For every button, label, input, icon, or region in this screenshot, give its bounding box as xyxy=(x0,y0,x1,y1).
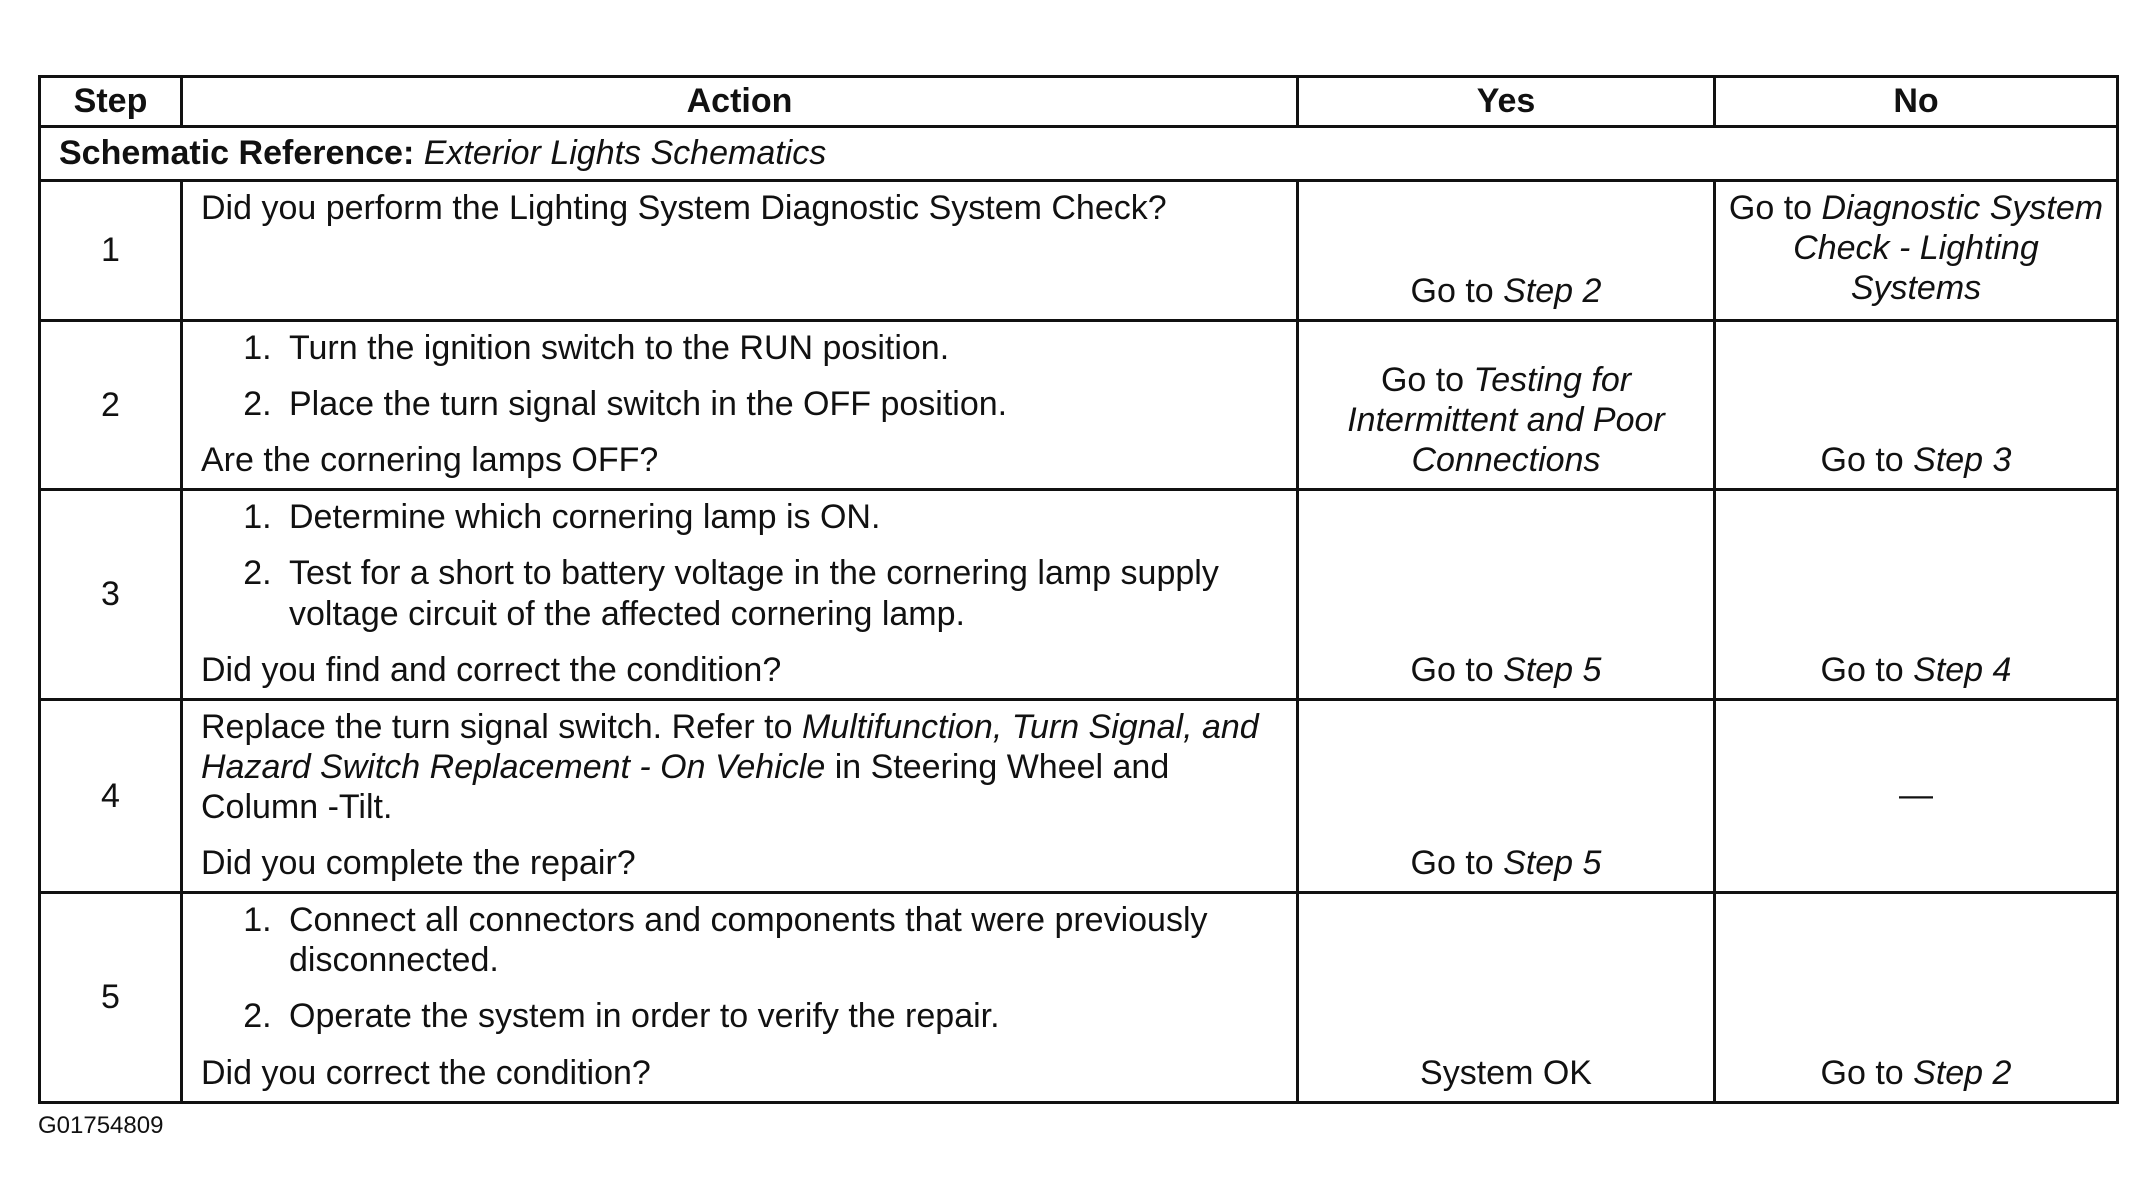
action-cell xyxy=(182,490,1298,699)
action-question: Did you perform the Lighting System Diagnostic System Check? xyxy=(201,189,1167,227)
action-step-item: 2. Test for a short to battery voltage in the cornering lamp supply voltage circuit of the affected cornering lamp. xyxy=(281,553,1282,633)
action-step-item: 1. Turn the ignition switch to the RUN position. xyxy=(281,328,1282,368)
step-number: 5 xyxy=(40,893,182,1102)
action-instruction xyxy=(201,707,1282,827)
header-action: Action xyxy=(182,77,1298,127)
no-link[interactable]: Step 4 xyxy=(1913,650,2012,689)
figure-id: G01754809 xyxy=(38,1112,164,1139)
no-link[interactable]: Step 3 xyxy=(1913,441,2012,480)
table-row xyxy=(40,893,2118,1102)
yes-text: System OK xyxy=(1420,1053,1592,1092)
no-cell xyxy=(1715,893,2118,1102)
action-step-item: 2. Place the turn signal switch in the OFF position. xyxy=(281,384,1282,424)
action-cell xyxy=(182,893,1298,1102)
action-question: Did you correct the condition? xyxy=(201,1053,651,1092)
instruction-text: Replace the turn signal switch. Refer to xyxy=(201,707,802,746)
no-cell xyxy=(1715,490,2118,699)
no-link[interactable]: Diagnostic System Check - Lighting Systems xyxy=(1793,189,2104,308)
no-prefix: Go to xyxy=(1820,650,1914,689)
step-number: 3 xyxy=(40,490,182,699)
action-cell xyxy=(182,181,1298,321)
yes-cell xyxy=(1298,321,1715,490)
action-question: Are the cornering lamps OFF? xyxy=(201,441,659,480)
step-number: 4 xyxy=(40,699,182,892)
yes-prefix: Go to xyxy=(1410,650,1504,689)
no-prefix: Go to xyxy=(1820,1053,1914,1092)
action-steps xyxy=(201,497,1282,633)
no-prefix: Go to xyxy=(1728,189,1822,227)
action-question: Did you find and correct the condition? xyxy=(201,650,782,689)
yes-cell xyxy=(1298,699,1715,892)
yes-cell xyxy=(1298,893,1715,1102)
header-step: Step xyxy=(40,77,182,127)
header-row xyxy=(40,77,2118,127)
step-number: 2 xyxy=(40,321,182,490)
instruction-text: in Steering Wheel and Column -Tilt. xyxy=(201,747,1170,826)
no-cell xyxy=(1715,699,2118,892)
yes-link[interactable]: Step 5 xyxy=(1503,844,1602,883)
schematic-reference-row xyxy=(40,127,2118,181)
yes-link[interactable]: Step 5 xyxy=(1503,650,1602,689)
yes-cell xyxy=(1298,181,1715,321)
yes-prefix: Go to xyxy=(1410,271,1504,310)
no-dash: — xyxy=(1899,775,1933,814)
header-yes: Yes xyxy=(1298,77,1715,127)
table-row xyxy=(40,699,2118,892)
step-number: 1 xyxy=(40,181,182,321)
yes-prefix: Go to xyxy=(1380,361,1474,399)
no-prefix: Go to xyxy=(1820,441,1914,480)
table-row xyxy=(40,181,2118,321)
action-question: Did you complete the repair? xyxy=(201,844,636,883)
action-step-item: 2. Operate the system in order to verify the repair. xyxy=(281,996,1282,1036)
table-row xyxy=(40,490,2118,699)
diagnostic-table xyxy=(38,75,2119,1104)
yes-cell xyxy=(1298,490,1715,699)
no-cell xyxy=(1715,321,2118,490)
table-row xyxy=(40,321,2118,490)
action-cell xyxy=(182,321,1298,490)
action-cell xyxy=(182,699,1298,892)
procedure-reference-link[interactable]: Multifunction, Turn Signal, and Hazard Switch Replacement - On Vehicle xyxy=(201,707,1259,786)
schematic-reference-link[interactable]: Exterior Lights Schematics xyxy=(423,134,827,173)
action-steps xyxy=(201,900,1282,1036)
action-step-item: 1. Connect all connectors and components that were previously disconnected. xyxy=(281,900,1282,980)
no-link[interactable]: Step 2 xyxy=(1913,1053,2012,1092)
yes-link[interactable]: Step 2 xyxy=(1503,271,1602,310)
no-cell xyxy=(1715,181,2118,321)
yes-link[interactable]: Testing for Intermittent and Poor Connections xyxy=(1347,361,1665,480)
schematic-reference xyxy=(40,127,2118,181)
yes-prefix: Go to xyxy=(1410,844,1504,883)
action-step-item: 1. Determine which cornering lamp is ON. xyxy=(281,497,1282,537)
schematic-reference-label: Schematic Reference: xyxy=(59,134,415,173)
header-no: No xyxy=(1715,77,2118,127)
action-steps xyxy=(201,328,1282,424)
